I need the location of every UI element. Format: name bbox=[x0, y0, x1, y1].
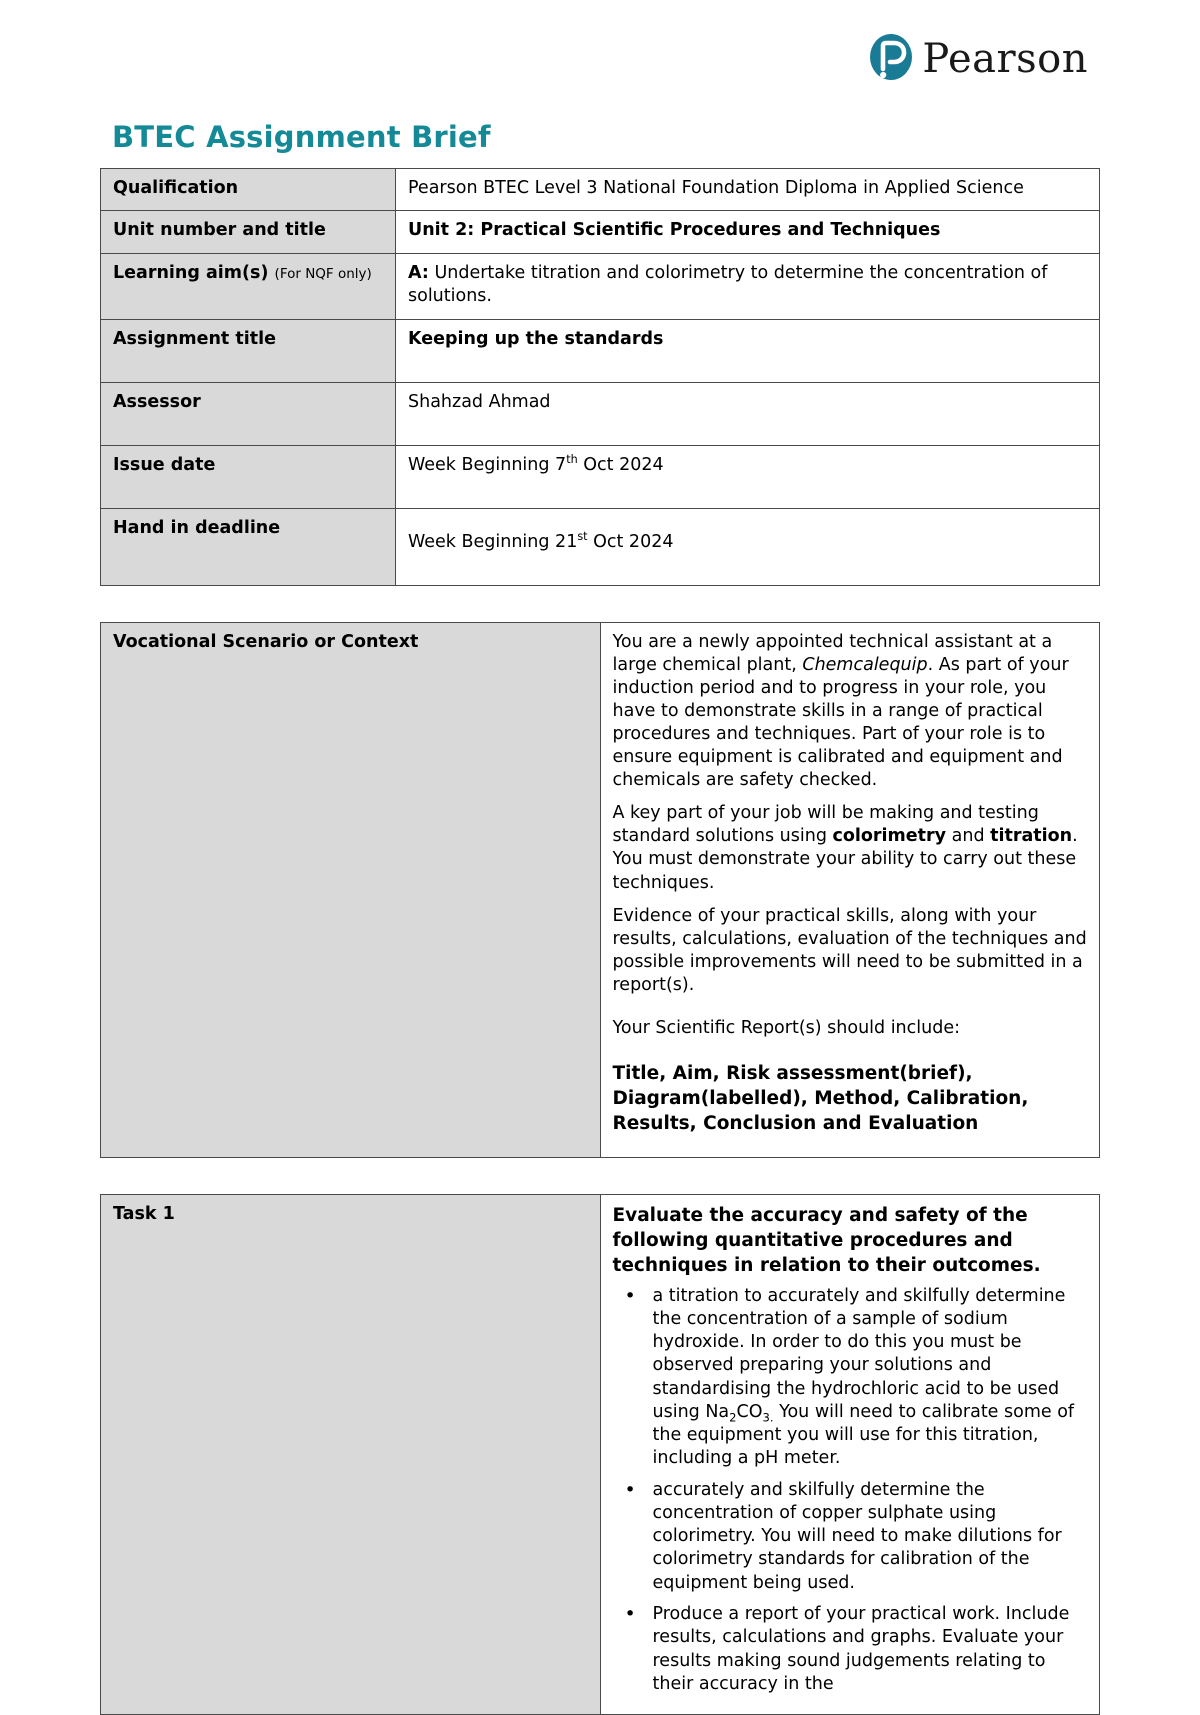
bullet-1-pre: a titration to accurately and skilfully determine the concentration of a sample of sodium hydroxide. In order to do this you must be observed preparing your solutions and standardising the hydrochloric acid to be used using Na bbox=[652, 1285, 1066, 1422]
pearson-logo bbox=[870, 34, 1088, 84]
learning-aim-letter: A: bbox=[408, 262, 429, 283]
row-value-unit: Unit 2: Practical Scientific Procedures and Techniques bbox=[396, 211, 1100, 253]
scenario-p1-a: You are a newly appointed technical assistant at a large chemical plant, bbox=[612, 631, 1053, 675]
vocational-scenario-table bbox=[100, 622, 1100, 1158]
row-value-hand-in-deadline bbox=[396, 508, 1100, 585]
table-row-hand-in-deadline bbox=[101, 508, 1100, 585]
task-1-heading: Evaluate the accuracy and safety of the following quantitative procedures and techniques in relation to their outcomes. bbox=[612, 1205, 1041, 1277]
row-value-assessor: Shahzad Ahmad bbox=[396, 382, 1100, 445]
row-value-qualification: Pearson BTEC Level 3 National Foundation Diploma in Applied Science bbox=[396, 168, 1100, 210]
row-label-assessor: Assessor bbox=[101, 382, 396, 445]
company-name: Chemcalequip bbox=[802, 654, 928, 675]
row-value-scenario bbox=[600, 622, 1100, 1157]
scenario-p1-b: . As part of your induction period and to progress in your role, you have to demonstrate skills in a range of practical procedures and techniques. Part of your role is to ensure equipment is calibrated and equipment and chemicals are safety checked. bbox=[612, 654, 1069, 791]
task-1-table bbox=[100, 1194, 1100, 1715]
deadline-post: Oct 2024 bbox=[587, 531, 674, 552]
scenario-p2-b: and bbox=[946, 826, 991, 847]
scenario-report-intro: Your Scientific Report(s) should include: bbox=[612, 1018, 960, 1039]
deadline-pre: Week Beginning 21 bbox=[408, 531, 578, 552]
row-label-unit: Unit number and title bbox=[101, 211, 396, 253]
list-item: • Produce a report of your practical work. Include results, calculations and graphs. Evaluate your results making sound judgements relating to their accuracy in the bbox=[651, 1603, 1090, 1696]
table-row-assignment-title bbox=[101, 319, 1100, 382]
table-row-learning-aims bbox=[101, 253, 1100, 319]
term-colorimetry: colorimetry bbox=[832, 826, 947, 847]
page-title: BTEC Assignment Brief bbox=[112, 120, 491, 154]
row-label-hand-in-deadline: Hand in deadline bbox=[101, 508, 396, 585]
logo-wordmark: Pearson bbox=[922, 36, 1088, 82]
scenario-p2-a: A key part of your job will be making and testing standard solutions using bbox=[612, 803, 1039, 847]
header bbox=[100, 0, 1100, 118]
row-value-task-1 bbox=[600, 1195, 1100, 1715]
row-label-qualification: Qualification bbox=[101, 168, 396, 210]
bullet-1-mid: CO bbox=[736, 1401, 763, 1422]
row-label-assignment-title: Assignment title bbox=[101, 319, 396, 382]
row-label-task-1: Task 1 bbox=[101, 1195, 601, 1715]
table-row-scenario bbox=[101, 622, 1100, 1157]
assignment-info-table bbox=[100, 168, 1100, 586]
row-label-learning-aims-text: Learning aim(s) bbox=[113, 262, 269, 283]
bullet-1-sub-1: 2 bbox=[729, 1410, 737, 1425]
row-value-learning-aims bbox=[396, 253, 1100, 319]
row-value-assignment-title: Keeping up the standards bbox=[396, 319, 1100, 382]
scenario-p2-c: . You must demonstrate your ability to carry out these techniques. bbox=[612, 826, 1078, 893]
list-item: • accurately and skilfully determine the concentration of copper sulphate using colorimetry. You will need to make dilutions for colorimetry standards for calibration of the equipment being used. bbox=[651, 1479, 1090, 1595]
row-label-learning-aims bbox=[101, 253, 396, 319]
issue-date-ordinal: th bbox=[566, 452, 578, 466]
scenario-paragraph-3: Evidence of your practical skills, along with your results, calculations, evaluation of the techniques and possible improvements will need to be submitted in a report(s). bbox=[612, 905, 1087, 995]
table-row-assessor bbox=[101, 382, 1100, 445]
row-label-learning-aims-note: (For NQF only) bbox=[274, 265, 372, 282]
term-titration: titration bbox=[990, 826, 1073, 847]
scenario-paragraph-2 bbox=[613, 802, 1090, 894]
deadline-ordinal: st bbox=[577, 529, 588, 543]
learning-aim-text: Undertake titration and colorimetry to determine the concentration of solutions. bbox=[408, 262, 1048, 307]
task-1-bullet-list bbox=[613, 1285, 1090, 1697]
scenario-report-sections: Title, Aim, Risk assessment(brief), Diagram(labelled), Method, Calibration, Results, Conclusion and Evaluation bbox=[612, 1063, 1029, 1135]
row-value-issue-date bbox=[396, 445, 1100, 508]
table-row-qualification bbox=[101, 168, 1100, 210]
scenario-paragraph-1 bbox=[613, 631, 1090, 793]
pearson-interrobang-icon bbox=[870, 34, 912, 84]
list-item bbox=[651, 1285, 1090, 1471]
bullet-1-sub-2: 3. bbox=[762, 1410, 774, 1425]
table-row-issue-date bbox=[101, 445, 1100, 508]
table-row-task-1 bbox=[101, 1195, 1100, 1715]
row-label-issue-date: Issue date bbox=[101, 445, 396, 508]
table-row-unit bbox=[101, 211, 1100, 253]
row-label-scenario: Vocational Scenario or Context bbox=[101, 622, 601, 1157]
issue-date-pre: Week Beginning 7 bbox=[408, 454, 567, 475]
issue-date-post: Oct 2024 bbox=[577, 454, 664, 475]
bullet-1-post: You will need to calibrate some of the equipment you will use for this titration, including a pH meter. bbox=[652, 1401, 1075, 1469]
